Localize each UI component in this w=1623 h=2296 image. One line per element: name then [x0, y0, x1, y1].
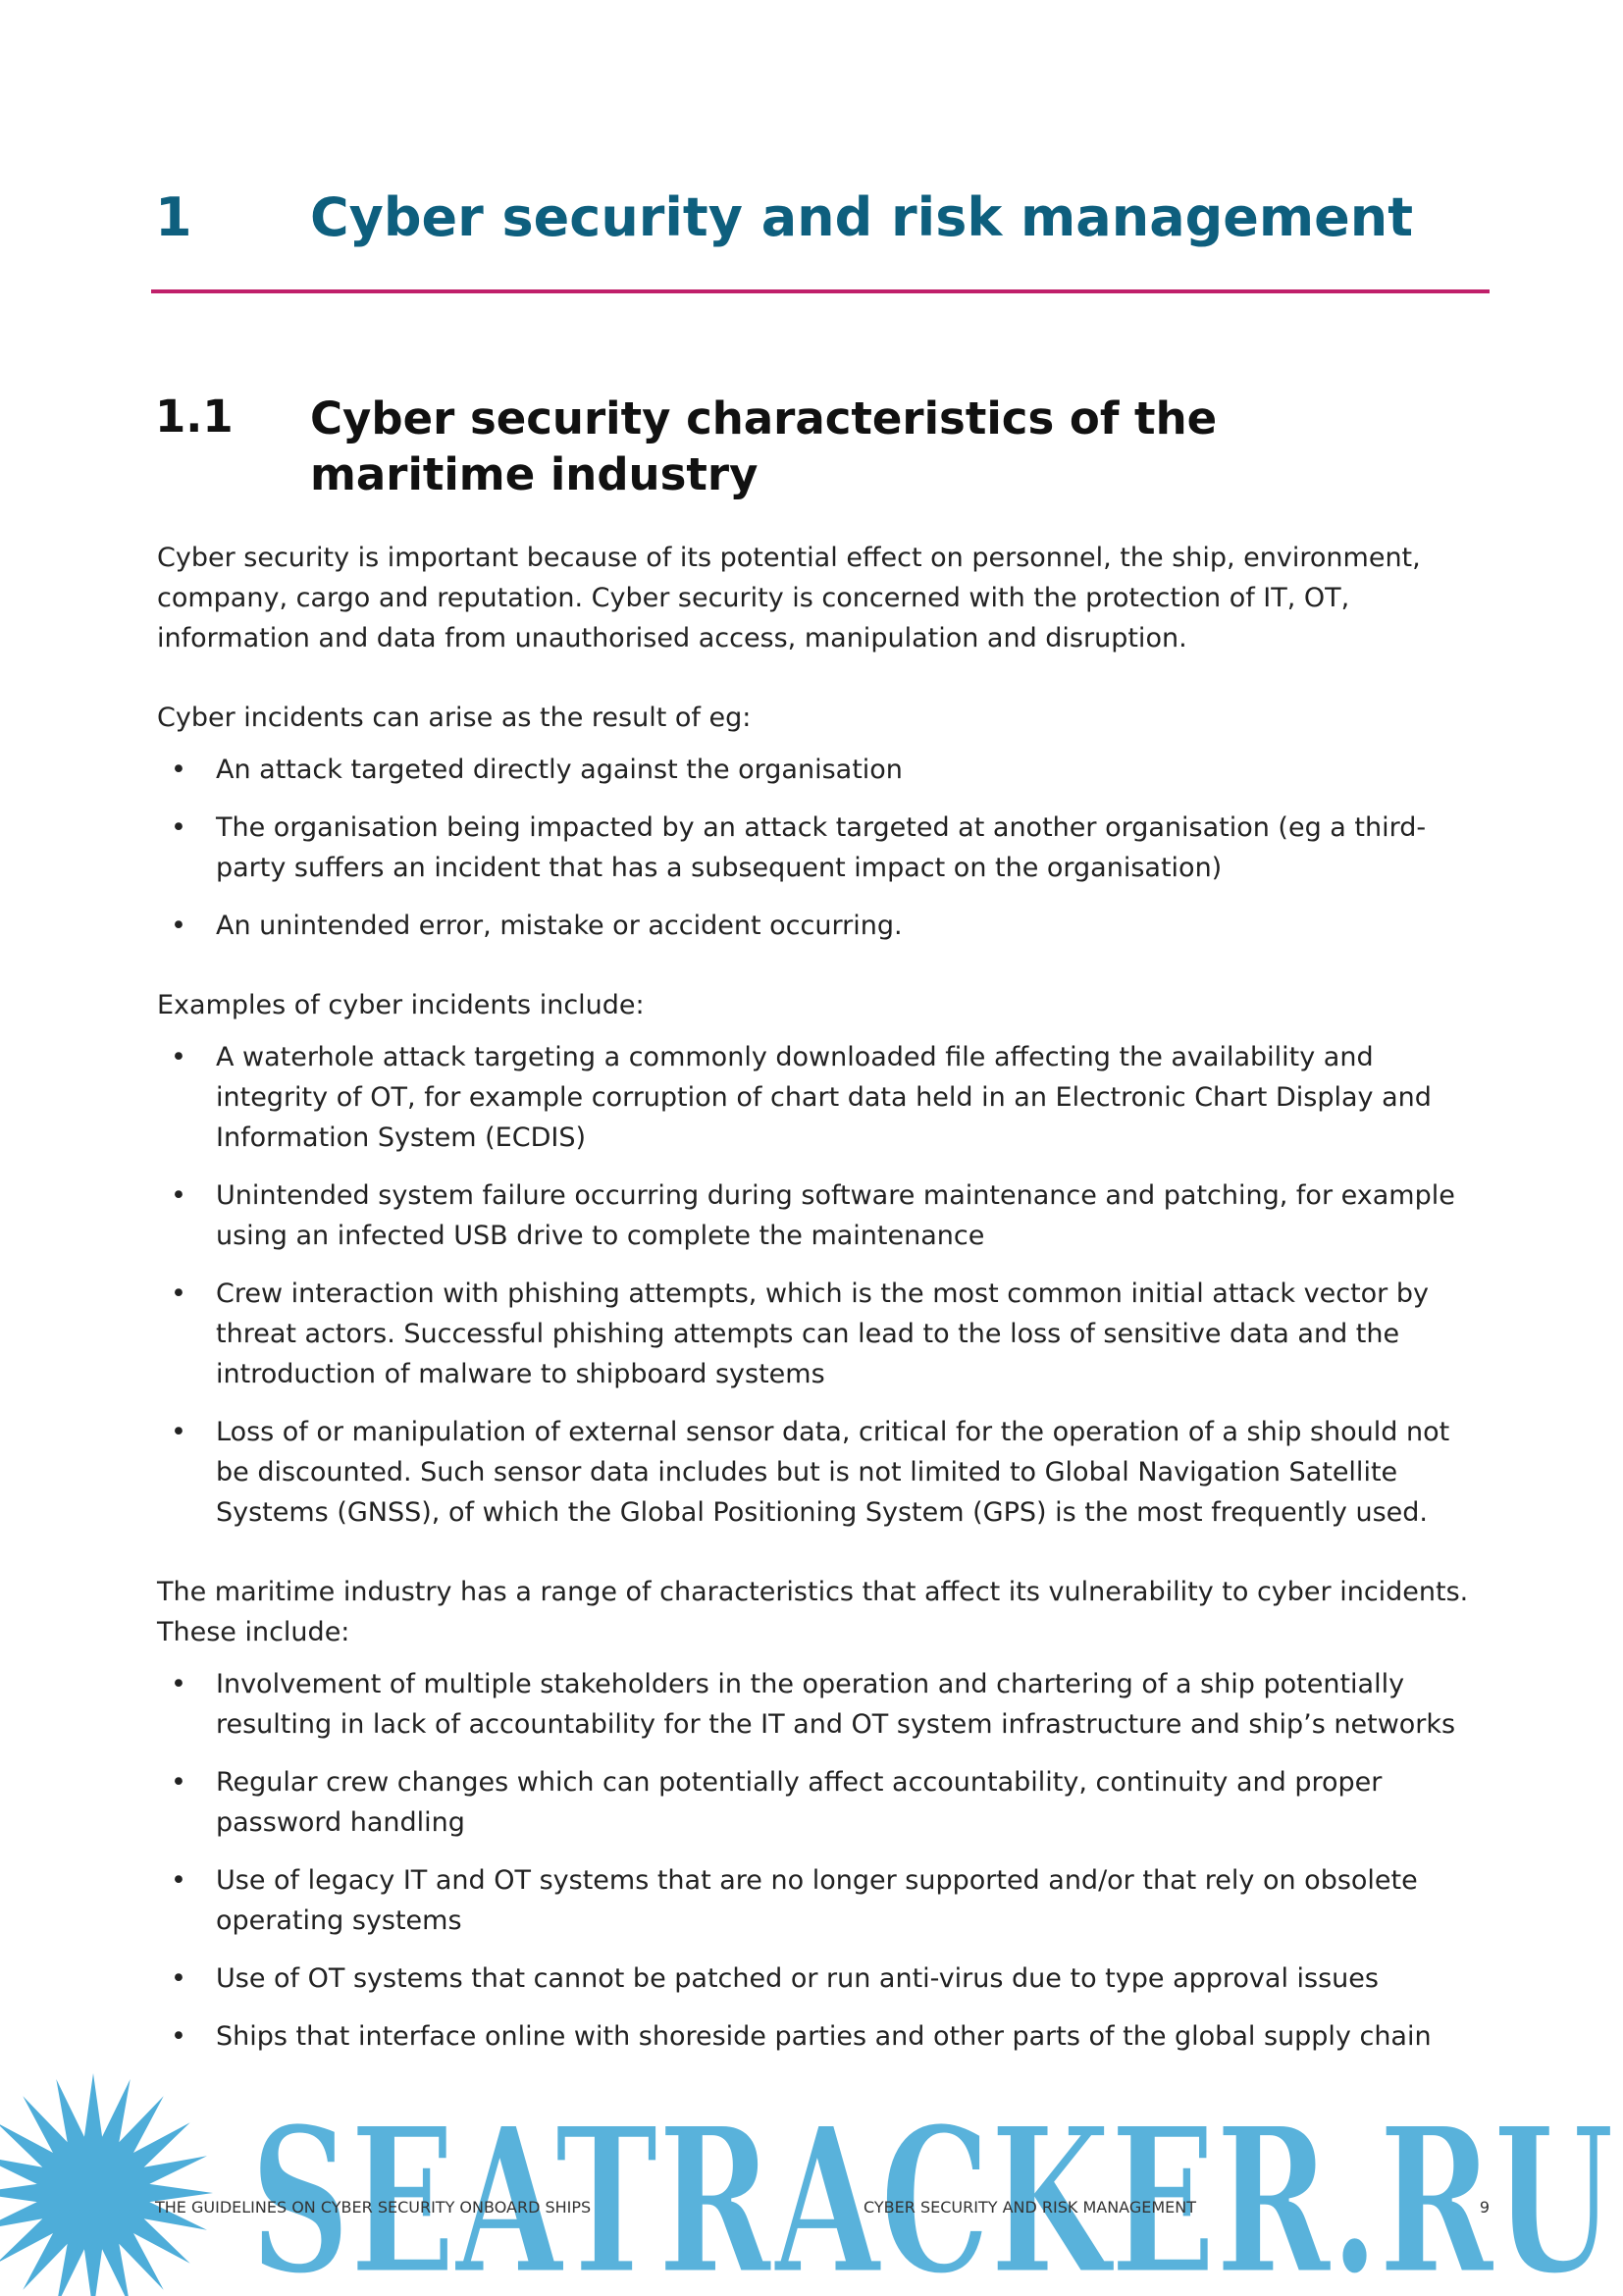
- watermark-text: SEATRACKER.RU: [250, 2084, 1614, 2296]
- chapter-title: Cyber security and risk management: [310, 186, 1414, 248]
- list-item: • A waterhole attack targeting a commonly downloaded file affecting the availability and integrity of OT, for example corruption of chart data held in an Electronic Chart Display and Information System (ECDIS): [157, 1037, 1477, 1158]
- list-item: • Use of OT systems that cannot be patched or run anti-virus due to type approval issues: [157, 1958, 1477, 1999]
- heading-divider: [151, 289, 1490, 293]
- list-item: • An unintended error, mistake or accident occurring.: [157, 906, 1477, 946]
- characteristics-lead: The maritime industry has a range of characteristics that affect its vulnerability to cyber incidents. These include:: [157, 1577, 1469, 1647]
- chapter-number: 1: [155, 186, 192, 248]
- chapter-heading: [155, 186, 1486, 265]
- list-item: • Loss of or manipulation of external sensor data, critical for the operation of a ship should not be discounted. Such sensor data includes but is not limited to Global Navigation Satellite Systems (GNSS), of which the Global Positioning System (GPS) is the most frequently used.: [157, 1412, 1477, 1533]
- characteristics-list: [157, 1664, 1477, 2057]
- list-item: • The organisation being impacted by an attack targeted at another organisation (eg a third-party suffers an incident that has a subsequent impact on the organisation): [157, 808, 1477, 888]
- list-item: • Crew interaction with phishing attempts, which is the most common initial attack vector by threat actors. Successful phishing attempts can lead to the loss of sensitive data and the introduction of malware to shipboard systems: [157, 1274, 1477, 1394]
- list-item: • Involvement of multiple stakeholders in the operation and chartering of a ship potentially resulting in lack of accountability for the IT and OT system infrastructure and ship’s networks: [157, 1664, 1477, 1745]
- list-item: • Regular crew changes which can potentially affect accountability, continuity and proper password handling: [157, 1762, 1477, 1843]
- page-footer: [155, 2198, 1490, 2227]
- list-item: • An attack targeted directly against the organisation: [157, 750, 1477, 790]
- list-item: • Unintended system failure occurring during software maintenance and patching, for example using an infected USB drive to complete the maintenance: [157, 1175, 1477, 1256]
- examples-list: [157, 1037, 1477, 1533]
- arise-lead: Cyber incidents can arise as the result of eg:: [157, 703, 752, 733]
- list-item: • Use of legacy IT and OT systems that are no longer supported and/or that rely on obsolete operating systems: [157, 1860, 1477, 1941]
- sunburst-icon: [0, 2073, 213, 2296]
- list-item: • Ships that interface online with shoreside parties and other parts of the global supply chain: [157, 2016, 1477, 2057]
- examples-lead: Examples of cyber incidents include:: [157, 990, 645, 1020]
- section-title: Cyber security characteristics of the maritime industry: [310, 392, 1218, 500]
- body-content: [157, 538, 1477, 2096]
- watermark: [0, 2070, 1623, 2296]
- footer-document-title: THE GUIDELINES ON CYBER SECURITY ONBOARD SHIPS: [155, 2198, 592, 2217]
- section-number: 1.1: [155, 391, 234, 443]
- arise-list: [157, 750, 1477, 946]
- page-number: 9: [1479, 2198, 1490, 2217]
- footer-chapter-title: CYBER SECURITY AND RISK MANAGEMENT: [864, 2198, 1197, 2217]
- intro-paragraph: Cyber security is important because of its potential effect on personnel, the ship, environment, company, cargo and reputation. Cyber security is concerned with the protection of IT, OT, information and data from unauthorised access, manipulation and disruption.: [157, 543, 1421, 653]
